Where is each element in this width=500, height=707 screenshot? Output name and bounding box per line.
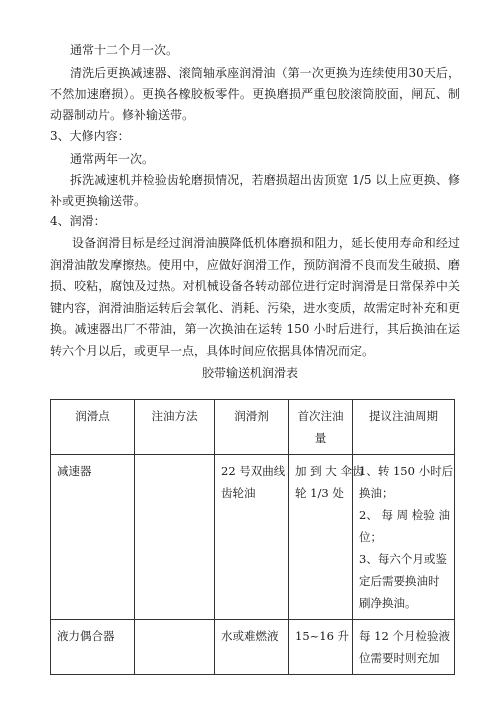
- cell-text: 2、 每 周 检验 油: [359, 508, 450, 522]
- cell-point: 液力偶合器: [51, 620, 135, 675]
- cell-lubricant: [215, 455, 289, 620]
- cell-text: 3、每六个月或鉴: [359, 552, 447, 566]
- cell-text: 每 12 个月检验液: [359, 629, 450, 643]
- lubrication-table: [50, 399, 455, 675]
- table-row: [51, 620, 455, 675]
- cell-text: 1、转 150 小时后: [359, 464, 454, 478]
- cell-text: 轮 1/3 处: [295, 486, 344, 500]
- paragraph-frequency: 通常十二个月一次。: [70, 43, 179, 57]
- cell-text: 加 到 大 伞齿: [295, 464, 364, 478]
- header-method: 注油方法: [135, 400, 215, 455]
- cell-method: [135, 455, 215, 620]
- header-lubricant: 润滑剂: [215, 400, 289, 455]
- heading-overhaul: 3、大修内容：: [50, 129, 130, 143]
- table-header-row: [51, 400, 455, 455]
- cell-cycle: [353, 620, 455, 675]
- header-amount: 首次注油量: [289, 400, 353, 455]
- table-title: 胶带输送机润滑表: [201, 366, 298, 380]
- cell-text: 位；: [359, 530, 382, 544]
- cell-text: 15~16 升: [295, 629, 350, 643]
- cell-text: 定后需要换油时: [359, 574, 440, 588]
- cell-method: [135, 620, 215, 675]
- cell-text: 位需要时则充加: [359, 651, 440, 665]
- cell-text: 齿轮油: [221, 486, 256, 500]
- cell-text: 换油；: [359, 486, 394, 500]
- cell-amount: [289, 455, 364, 620]
- paragraph-gear-inspection: 拆洗减速机并检验齿轮磨损情况，若磨损超出齿顶宽 1/5 以上应更换、修补或更换输送带。: [50, 173, 460, 208]
- header-point: 润滑点: [51, 400, 135, 455]
- header-cycle: 提议注油周期: [353, 400, 455, 455]
- table-row: [51, 455, 455, 620]
- cell-cycle: [353, 455, 455, 620]
- cell-amount: [289, 620, 353, 675]
- cell-text: 22 号双曲线: [221, 464, 286, 478]
- paragraph-lubrication: 设备润滑目标是经过润滑油膜降低机体磨损和阻力，延长使用寿命和经过润滑油散发摩擦热。使用中，应做好润滑工作，预防润滑不良而发生破损、磨损、咬粘，腐蚀及过热。对机械设备各转动部位进行定时润滑是日常保养中关键内容，润滑油脂运转后会氧化、消耗、污染，进水变质，故需定时补充和更换。减速器出厂不带油，第一次换油在运转 150 小时后进行，其后换油在运转六个月以后，或更早一点，具体时间应依据具体情况而定。: [50, 236, 460, 358]
- paragraph-cleaning: 清洗后更换减速器、滚筒轴承座润滑油（第一次更换为连续使用30天后，不然加速磨损）。更换各橡胶板零件。更换磨损严重包胶滚筒胶面，闸瓦、制动器制动片。修补输送带。: [50, 66, 460, 122]
- cell-text: 水或难燃液: [221, 629, 279, 643]
- paragraph-overhaul-frequency: 通常两年一次。: [70, 152, 155, 166]
- cell-text: 刷净换油。: [359, 596, 417, 610]
- cell-lubricant: [215, 620, 289, 675]
- cell-point: 减速器: [51, 455, 135, 620]
- heading-lubrication: 4、润滑：: [50, 214, 106, 228]
